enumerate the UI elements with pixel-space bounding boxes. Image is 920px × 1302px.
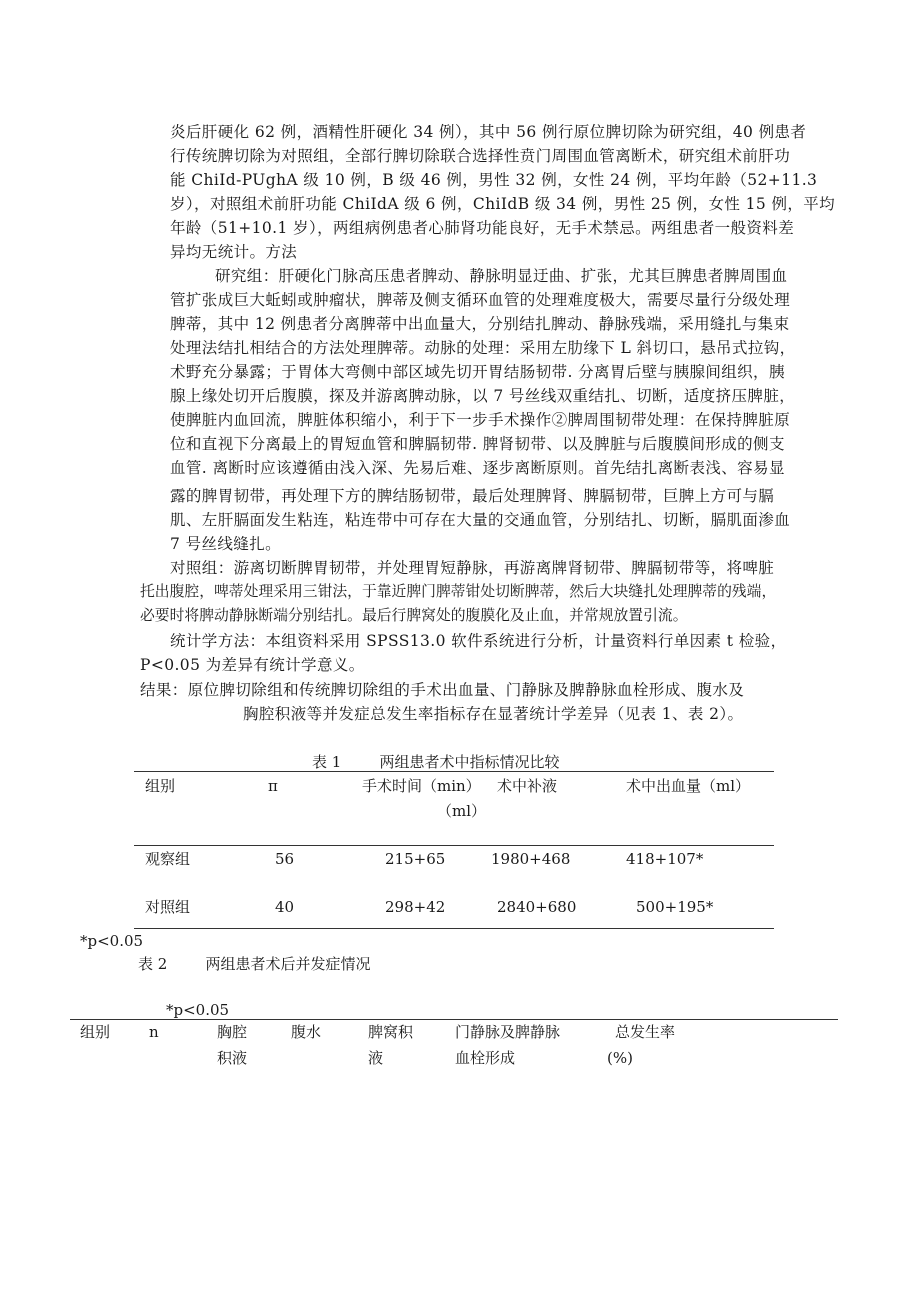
table-cell: 对照组 [145,898,191,916]
table-header-cell: 胸腔 [217,1023,248,1041]
table-bottom-rule [134,928,774,929]
table-header-cell: 组别 [80,1023,111,1041]
text-line: 必要时将脾动静脉断端分别结扎。最后行脾窝处的腹膜化及止血，并常规放置引流。 [140,607,688,624]
table-header-cell: 腹水 [291,1023,322,1041]
table-header-cell: 脾窝积 [368,1023,414,1041]
text-line: 管扩张成巨大蚯蚓或肿瘤状，脾蒂及侧支循环血管的处理难度极大，需要尽量行分级处理 [170,291,791,309]
text-line: 胸腔积液等并发症总发生率指标存在显著统计学差异（见表 1、表 2）。 [243,705,744,723]
text-line: 位和直视下分离最上的胃短血管和脾膈韧带. 脾肾韧带、以及脾脏与后腹膜间形成的侧支 [170,435,785,453]
table-cell: 298+42 [385,898,446,916]
text-line: 使脾脏内血回流，脾脏体积缩小，利于下一步手术操作②脾周围韧带处理：在保持脾脏原 [170,411,791,429]
table-header-cell: π [268,777,278,795]
text-line: 炎后肝硬化 62 例，酒精性肝硬化 34 例），其中 56 例行原位脾切除为研究组，40 例患者 [170,123,807,141]
table-header-cell: 总发生率 [615,1023,676,1041]
table-header-cell: 组别 [145,777,176,795]
table-header-cell-wrap: 积液 [217,1049,248,1067]
table-cell: 418+107* [626,850,704,868]
text-line: P<0.05 为差异有统计学意义。 [140,656,365,674]
text-line: 血管. 离断时应该遵循由浅入深、先易后难、逐步离断原则。首先结扎离断表浅、容易显 [170,459,785,477]
table-header-cell: 术中出血量（ml） [626,777,751,795]
text-line: 岁），对照组术前肝功能 ChiIdA 级 6 例，ChiIdB 级 34 例，男性 25 例，女性 15 例，平均 [170,195,836,213]
text-line: 研究组：肝硬化门脉高压患者脾动、静脉明显迂曲、扩张，尤其巨脾患者脾周围血 [215,267,788,285]
table-header-cell: 手术时间（min） [362,777,481,795]
table-cell: 500+195* [636,898,714,916]
text-line: 7 号丝线缝扎。 [170,535,281,553]
table-cell: 1980+468 [491,850,571,868]
text-line: 腺上缘处切开后腹膜，探及并游离脾动脉，以 7 号丝线双重结扎、切断，适度挤压脾脏， [170,387,796,405]
text-line: 脾蒂，其中 12 例患者分离脾蒂中出血量大，分别结扎脾动、静脉残端，采用缝扎与集束 [170,315,790,333]
table-cell: 56 [275,850,295,868]
table-header-cell-wrap: 液 [368,1049,384,1067]
table-top-rule [134,771,774,772]
text-line: 处理法结扎相结合的方法处理脾蒂。动脉的处理：采用左肋缘下 L 斜切口，悬吊式拉钩， [170,339,796,357]
text-line: 行传统脾切除为对照组，全部行脾切除联合选择性贲门周围血管离断术，研究组术前肝功 [170,147,791,165]
table-note: *p<0.05 [80,932,144,950]
text-line: 年龄（51+10.1 岁），两组病例患者心肺肾功能良好，无手术禁忌。两组患者一般资料差 [170,219,795,237]
table-header-cell: 门静脉及脾静脉 [455,1023,561,1041]
text-line: 能 ChiId-PUghA 级 10 例，B 级 46 例，男性 32 例，女性 24 例，平均年龄（52+11.3 [170,171,818,189]
text-line: 异均无统计。方法 [170,243,298,261]
table-cell: 2840+680 [497,898,577,916]
table-note: *p<0.05 [166,1001,230,1019]
table-header-cell: 术中补液 [497,777,558,795]
text-line: 对照组：游离切断脾胃韧带，并处理胃短静脉，再游离牌肾韧带、脾膈韧带等，将啤脏 [170,559,775,577]
table-header-cell-wrap: 血栓形成 [455,1049,516,1067]
text-line: 托出腹腔，啤蒂处理采用三钳法，于靠近脾门脾蒂钳处切断脾蒂，然后大块缝扎处理脾蒂的残端， [140,583,777,600]
text-line: 术野充分暴露；于胃体大弯侧中部区域先切开胃结肠韧带. 分离胃后壁与胰腺间组织，胰 [170,363,785,381]
text-line: 露的脾胃韧带，再处理下方的脾结肠韧带，最后处理脾肾、脾膈韧带，巨脾上方可与膈 [170,487,775,505]
table-header-rule [134,845,774,846]
text-line: 结果：原位脾切除组和传统脾切除组的手术出血量、门静脉及脾静脉血栓形成、腹水及 [140,681,745,699]
table-cell: 40 [275,898,295,916]
table-cell: 观察组 [145,850,191,868]
table-header-cell-wrap: (%) [607,1049,633,1067]
table-header-cell: n [149,1023,159,1041]
table-caption: 表 2 两组患者术后并发症情况 [138,955,371,973]
table-header-cell-wrap: （ml） [437,802,487,820]
table-caption: 表 1 两组患者术中指标情况比较 [312,753,560,771]
table-cell: 215+65 [385,850,446,868]
text-line: 统计学方法：本组资料采用 SPSS13.0 软件系统进行分析，计量资料行单因素 t 检验， [170,632,787,650]
text-line: 肌、左肝膈面发生粘连，粘连带中可存在大量的交通血管，分别结扎、切断，膈肌面渗血 [170,511,791,529]
table-top-rule [70,1019,838,1020]
